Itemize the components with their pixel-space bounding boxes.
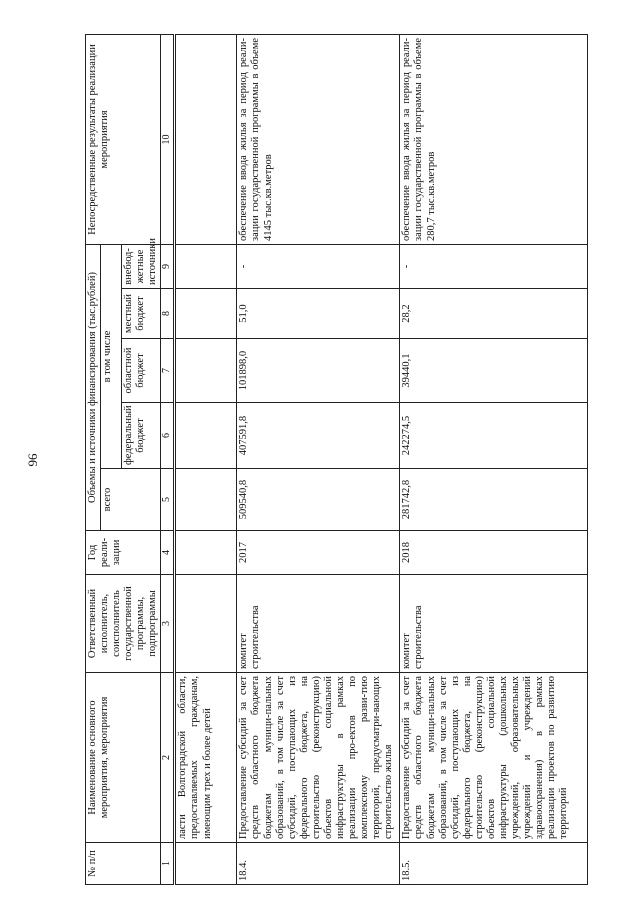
row-result: обеспечение ввода жилья за период реали-зации государственной программы в объеме 4145 тыс.кв.метров [237,34,400,244]
col-number: 4 [161,531,175,575]
header-local: местный бюджет [122,289,161,339]
row-name: Предоставление субсидий за счет средств областного бюджета бюджетам муници-пальных образований, в том числе за счет субсидий, поступающих из федерального бюджета, на строительство (реконструкцию) объектов социальной инфраструктуры (дошкольных учреждений, образовательных учреждений и учреждений здравоохранения) в рамках реализации проектов по развитию территорий [400,673,588,843]
col-number: 3 [161,575,175,673]
row-total: 509540,8 [237,469,400,531]
col-number: 8 [161,289,175,339]
header-year: Год реали-зации [86,531,161,575]
header-executor: Ответственный исполнитель, соисполнитель государственной программы, подпрограммы [86,575,161,673]
page-number: 96 [25,453,40,467]
row-year: 2018 [400,531,588,575]
rotated-content [25,35,595,885]
row-num: 18.5. [400,843,588,885]
row-federal: 407591,8 [237,403,400,469]
header-finance: Объемы и источники финансирования (тыс.рублей) [86,244,101,530]
row-num: 18.4. [237,843,400,885]
col-number: 9 [161,244,175,288]
table-row [400,34,588,884]
col-number: 1 [161,843,175,885]
col-number: 5 [161,469,175,531]
row-offbudget: - [400,244,588,288]
header-total: всего [101,469,161,531]
row-federal: 242274,5 [400,403,588,469]
header-name: Наименование основного мероприятия, мероприятия [86,673,161,843]
col-number: 6 [161,403,175,469]
continuation-name: ласти Волгоградской области, предоставляемых гражданам, имеющим трех и более детей [175,673,237,843]
row-result: обеспечение ввода жилья за период реали-зации государственной программы в объеме 280,7 тыс.кв.метров [400,34,588,244]
col-number: 2 [161,673,175,843]
program-table [85,34,588,885]
header-num: № п/п [86,843,161,885]
col-number: 10 [161,34,175,244]
header-including: в том числе [101,244,122,468]
row-total: 281742,8 [400,469,588,531]
row-offbudget: - [237,244,400,288]
row-executor: комитет строительства [400,575,588,673]
row-year: 2017 [237,531,400,575]
row-regional: 101898,0 [237,339,400,403]
row-name: Предоставление субсидий за счет средств областного бюджета бюджетам муници-пальных образований, в том числе за счет субсидий, поступающих из федерального бюджета, на строительство (реконструкцию) объектов социальной инфраструктуры в рамках реализации про-ектов по комплексному разви-тию территорий, предусматри-вающих строительство жилья [237,673,400,843]
row-regional: 39440,1 [400,339,588,403]
header-federal: федеральный бюджет [122,403,161,469]
table-row [237,34,400,884]
header-offbudget: внебюд-жетные источники [122,244,161,288]
column-number-row [161,34,175,884]
table-row [175,34,237,884]
row-local: 28,2 [400,289,588,339]
header-regional: областной бюджет [122,339,161,403]
header-results: Непосредственные результаты реализации мероприятия [86,34,161,244]
row-executor: комитет строительства [237,575,400,673]
row-local: 51,0 [237,289,400,339]
col-number: 7 [161,339,175,403]
